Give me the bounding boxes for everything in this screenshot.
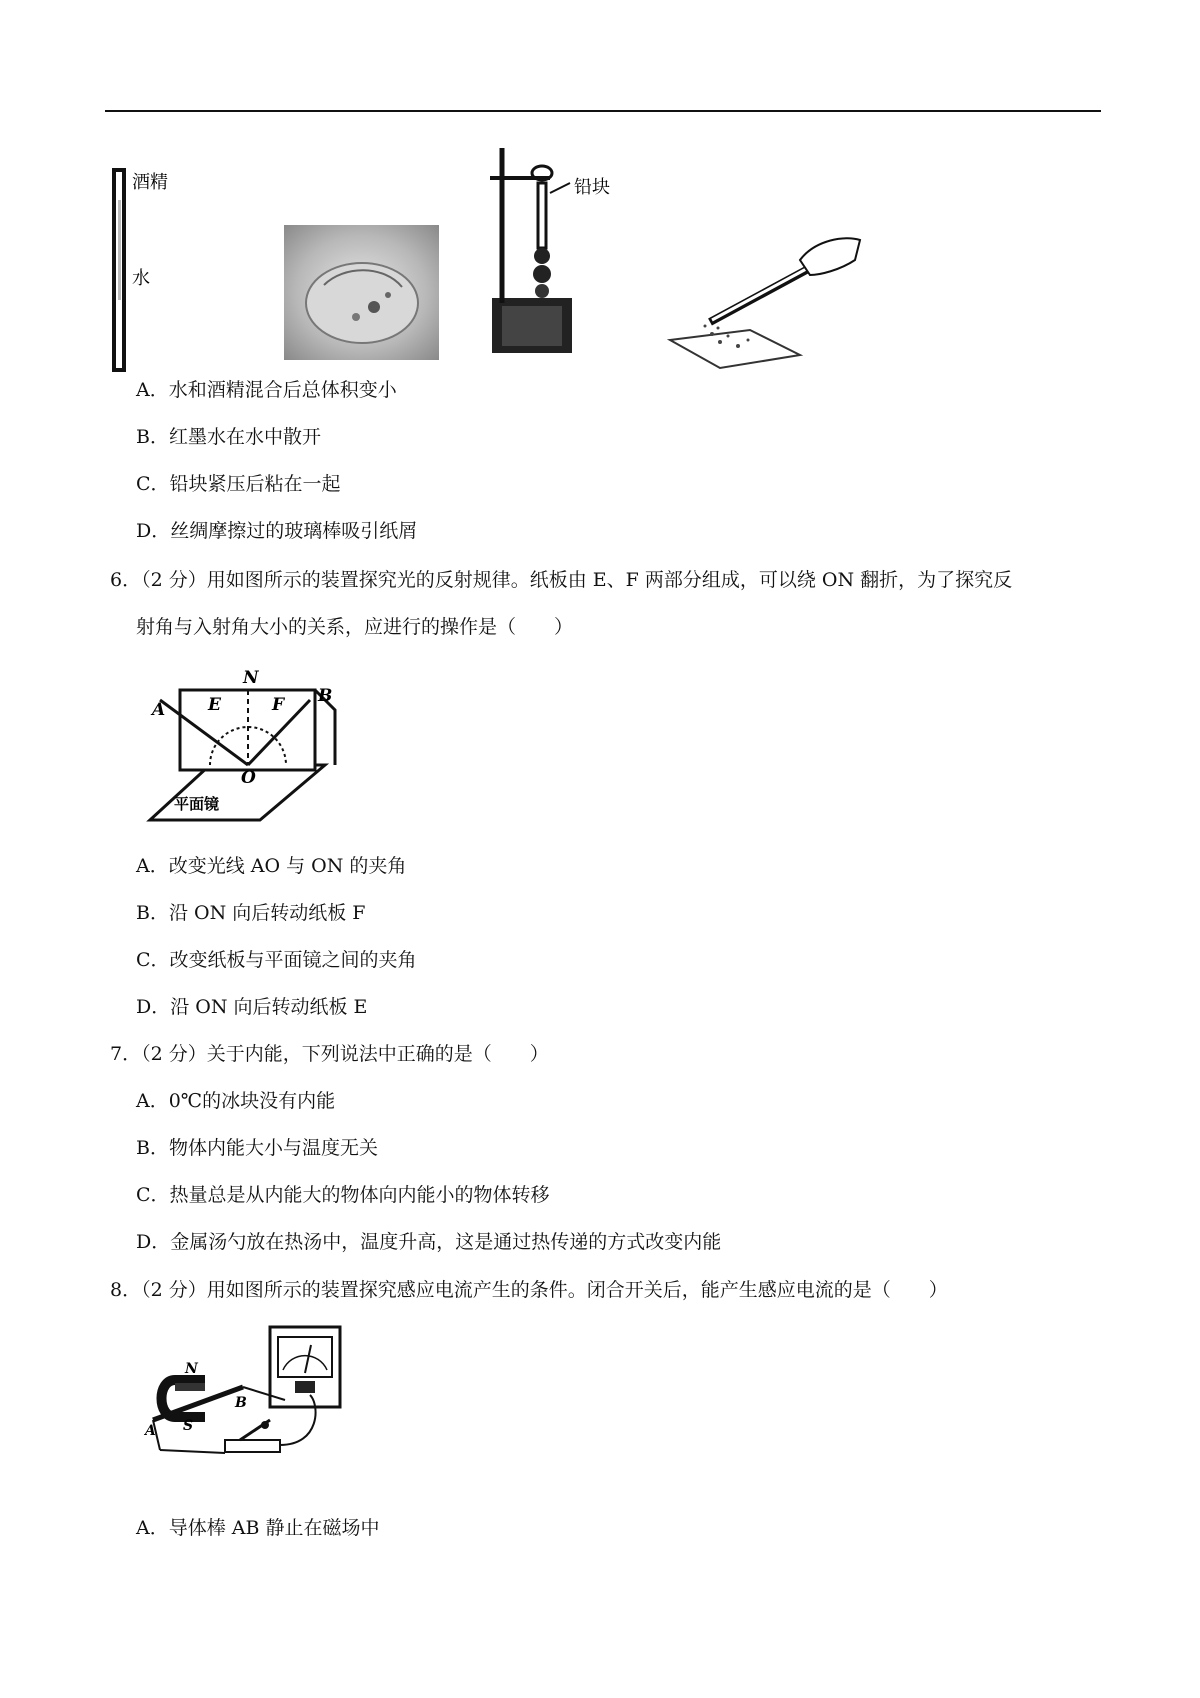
label-O: O bbox=[241, 768, 256, 788]
label-S: S bbox=[183, 1418, 194, 1434]
label-mirror: 平面镜 bbox=[174, 795, 220, 813]
q6-option-a: A．改变光线 AO 与 ON 的夹角 bbox=[136, 855, 407, 877]
q7-stem: 7．（2 分）关于内能，下列说法中正确的是（ ） bbox=[110, 1043, 549, 1065]
figure-reflection-board bbox=[140, 665, 340, 830]
q6-option-d: D．沿 ON 向后转动纸板 E bbox=[136, 996, 368, 1018]
label-N: N bbox=[185, 1361, 198, 1377]
q7-option-a: A．0℃的冰块没有内能 bbox=[136, 1090, 336, 1112]
q8-stem: 8．（2 分）用如图所示的装置探究感应电流产生的条件。闭合开关后，能产生感应电流的是（ ） bbox=[110, 1279, 948, 1301]
q6-option-b: B．沿 ON 向后转动纸板 F bbox=[136, 902, 366, 924]
label-lead-block: 铅块 bbox=[574, 177, 610, 198]
label-E: E bbox=[208, 695, 221, 715]
q5-option-c: C．铅块紧压后粘在一起 bbox=[136, 473, 341, 495]
label-N: N bbox=[243, 668, 259, 688]
q6-stem-line2: 射角与入射角大小的关系，应进行的操作是（ ） bbox=[136, 616, 574, 638]
label-water: 水 bbox=[132, 268, 150, 289]
figure-alcohol-water-tube bbox=[100, 160, 180, 360]
q5-option-d: D．丝绸摩擦过的玻璃棒吸引纸屑 bbox=[136, 520, 418, 542]
label-A: A bbox=[152, 700, 166, 720]
label-A: A bbox=[145, 1423, 156, 1439]
q7-option-d: D．金属汤勺放在热汤中，温度升高，这是通过热传递的方式改变内能 bbox=[136, 1231, 722, 1253]
figure-induction-circuit bbox=[145, 1325, 355, 1460]
header-rule bbox=[105, 110, 1101, 112]
label-B: B bbox=[235, 1395, 247, 1411]
q8-option-a: A．导体棒 AB 静止在磁场中 bbox=[136, 1517, 380, 1539]
q7-option-c: C．热量总是从内能大的物体向内能小的物体转移 bbox=[136, 1184, 550, 1206]
q6-stem-line1: 6．（2 分）用如图所示的装置探究光的反射规律。纸板由 E、F 两部分组成，可以绕 ON 翻折，为了探究反 bbox=[110, 569, 1013, 591]
label-F: F bbox=[272, 695, 285, 715]
q5-option-b: B．红墨水在水中散开 bbox=[136, 426, 321, 448]
label-alcohol: 酒精 bbox=[132, 172, 168, 193]
label-B: B bbox=[318, 686, 333, 706]
figure-glass-rod-paper bbox=[660, 230, 860, 370]
q5-option-a: A．水和酒精混合后总体积变小 bbox=[136, 379, 397, 401]
figure-lead-blocks-stand bbox=[490, 148, 630, 363]
q6-option-c: C．改变纸板与平面镜之间的夹角 bbox=[136, 949, 417, 971]
figure-red-ink-photo bbox=[284, 225, 439, 360]
q7-option-b: B．物体内能大小与温度无关 bbox=[136, 1137, 378, 1159]
